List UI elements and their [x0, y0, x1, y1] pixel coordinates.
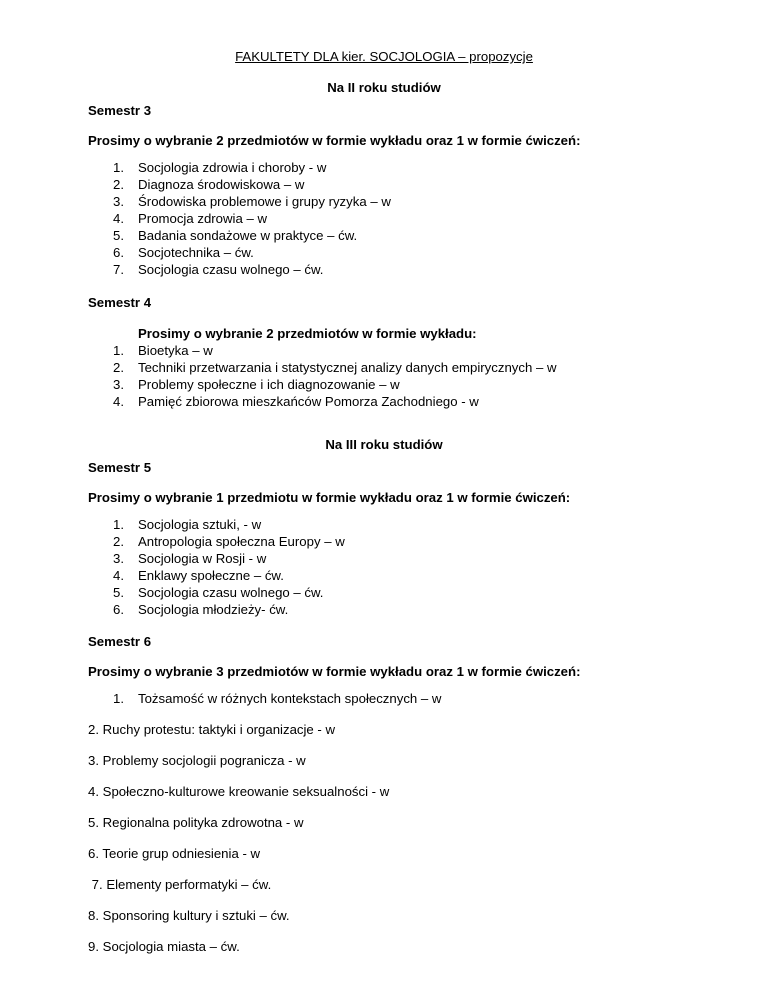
list-item-number: 5. — [113, 585, 124, 600]
list-item-number: 1. — [113, 691, 124, 706]
semester-3-instruction: Prosimy o wybranie 2 przedmiotów w formie wykładu oraz 1 w formie ćwiczeń: — [88, 133, 581, 148]
list-item: Enklawy społeczne – ćw. — [138, 568, 284, 583]
list-item-number: 4. — [113, 394, 124, 409]
semester-5-heading: Semestr 5 — [88, 460, 152, 475]
list-item: Socjologia zdrowia i choroby - w — [138, 160, 327, 175]
list-item: Problemy społeczne i ich diagnozowanie – w — [138, 377, 400, 392]
list-item-number: 1. — [113, 517, 124, 532]
semester-4-instruction: Prosimy o wybranie 2 przedmiotów w formie wykładu: — [138, 326, 477, 341]
list-item: 5. Regionalna polityka zdrowotna - w — [88, 815, 304, 830]
list-item: Bioetyka – w — [138, 343, 213, 358]
list-item-number: 6. — [113, 245, 124, 260]
list-item: Promocja zdrowia – w — [138, 211, 267, 226]
list-item: Socjotechnika – ćw. — [138, 245, 254, 260]
year-2-heading: Na II roku studiów — [327, 80, 441, 95]
list-item-number: 3. — [113, 377, 124, 392]
list-item: Antropologia społeczna Europy – w — [138, 534, 345, 549]
list-item: Pamięć zbiorowa mieszkańców Pomorza Zachodniego - w — [138, 394, 479, 409]
list-item: Socjologia czasu wolnego – ćw. — [138, 585, 324, 600]
list-item: Socjologia młodzieży- ćw. — [138, 602, 289, 617]
list-item: 7. Elementy performatyki – ćw. — [88, 877, 272, 892]
list-item: Techniki przetwarzania i statystycznej analizy danych empirycznych – w — [138, 360, 557, 375]
list-item: 9. Socjologia miasta – ćw. — [88, 939, 240, 954]
list-item: Socjologia czasu wolnego – ćw. — [138, 262, 324, 277]
list-item-number: 4. — [113, 211, 124, 226]
semester-5-instruction: Prosimy o wybranie 1 przedmiotu w formie wykładu oraz 1 w formie ćwiczeń: — [88, 490, 571, 505]
semester-6-instruction: Prosimy o wybranie 3 przedmiotów w formie wykładu oraz 1 w formie ćwiczeń: — [88, 664, 581, 679]
list-item: 6. Teorie grup odniesienia - w — [88, 846, 261, 861]
list-item: Badania sondażowe w praktyce – ćw. — [138, 228, 358, 243]
semester-3-heading: Semestr 3 — [88, 103, 152, 118]
list-item: Tożsamość w różnych kontekstach społecznych – w — [138, 691, 442, 706]
list-item: 8. Sponsoring kultury i sztuki – ćw. — [88, 908, 290, 923]
list-item-number: 4. — [113, 568, 124, 583]
list-item-number: 1. — [113, 160, 124, 175]
list-item-number: 7. — [113, 262, 124, 277]
list-item: 2. Ruchy protestu: taktyki i organizacje - w — [88, 722, 336, 737]
semester-4-heading: Semestr 4 — [88, 295, 152, 310]
list-item: Diagnoza środowiskowa – w — [138, 177, 305, 192]
list-item-number: 5. — [113, 228, 124, 243]
list-item-number: 2. — [113, 360, 124, 375]
list-item-number: 1. — [113, 343, 124, 358]
list-item: Socjologia sztuki, - w — [138, 517, 262, 532]
list-item: Socjologia w Rosji - w — [138, 551, 267, 566]
list-item: Środowiska problemowe i grupy ryzyka – w — [138, 194, 391, 209]
list-item-number: 2. — [113, 177, 124, 192]
year-3-heading: Na III roku studiów — [325, 437, 443, 452]
list-item: 4. Społeczno-kulturowe kreowanie seksualności - w — [88, 784, 390, 799]
list-item-number: 6. — [113, 602, 124, 617]
list-item-number: 3. — [113, 194, 124, 209]
list-item-number: 2. — [113, 534, 124, 549]
document-title: FAKULTETY DLA kier. SOCJOLOGIA – propozycje — [235, 49, 533, 64]
list-item-number: 3. — [113, 551, 124, 566]
list-item: 3. Problemy socjologii pogranicza - w — [88, 753, 306, 768]
semester-6-heading: Semestr 6 — [88, 634, 152, 649]
